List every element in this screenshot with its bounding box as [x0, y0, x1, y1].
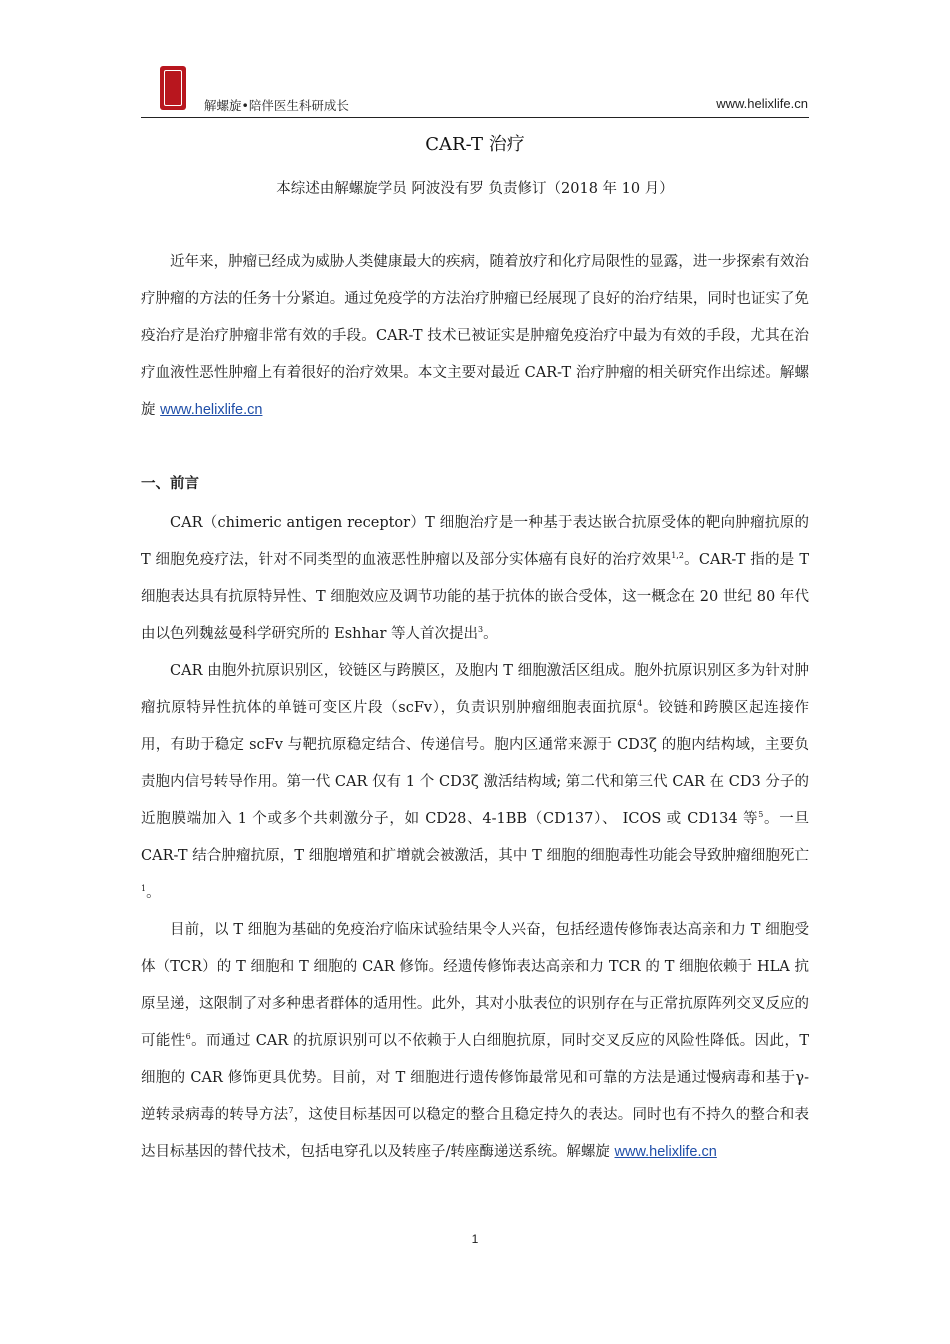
text-span: 。CAR-T 指的是 T 细胞表达具有抗原特异性、T 细胞效应及调节功能的基于抗体的嵌合受体，这一概念在 20 世纪 80 年代由以色列魏兹曼科学研究所的 Eshhar 等人首次提出	[141, 552, 809, 642]
section-heading-preface: 一、前言	[141, 476, 199, 492]
header-website[interactable]: www.helixlife.cn	[716, 96, 808, 111]
citation[interactable]: 7	[288, 1106, 294, 1116]
text-span: 目前，以 T 细胞为基础的免疫治疗临床试验结果令人兴奋，包括经遗传修饰表达高亲和力 T 细胞受体（TCR）的 T 细胞和 T 细胞的 CAR 修饰。经遗传修饰表达高亲和力 TCR 的 T 细胞依赖于 HLA 抗原呈递，这限制了对多种患者群体的适用性。此外，其对小肽表位的识别存在与正常抗原阵列交叉反应的可能性	[141, 922, 809, 1049]
text-span: 。而通过 CAR 的抗原识别可以不依赖于人白细胞抗原，同时交叉反应的风险性降低。因此，T 细胞的 CAR 修饰更具优势。目前，对 T 细胞进行遗传修饰最常见和可靠的方法是通过慢病毒和基于γ-逆转录病毒的转导方法	[141, 1033, 810, 1123]
page-number: 1	[471, 1232, 479, 1246]
citation[interactable]: 1	[141, 884, 147, 894]
header-slogan: 解螺旋•陪伴医生科研成长	[204, 98, 349, 113]
intro-paragraph	[141, 244, 809, 429]
citation[interactable]: 4	[637, 699, 643, 709]
preface-paragraph-3	[141, 912, 809, 1171]
text-span: ，这使目标基因可以稳定的整合且稳定持久的表达。同时也有不持久的整合和表达目标基因的替代技术，包括电穿孔以及转座子/转座酶递送系统。解螺旋	[141, 1107, 809, 1160]
citation[interactable]: 6	[185, 1032, 191, 1042]
page-title: CAR-T 治疗	[425, 134, 525, 155]
citation[interactable]: 1,2	[671, 551, 684, 561]
citation[interactable]: 5	[758, 810, 764, 820]
text-span: 。一旦 CAR-T 结合肿瘤抗原，T 细胞增殖和扩增就会被激活，其中 T 细胞的细胞毒性功能会导致肿瘤细胞死亡	[141, 811, 809, 864]
header-divider	[141, 117, 809, 118]
byline: 本综述由解螺旋学员 阿波没有罗 负责修订（2018 年 10 月）	[276, 181, 674, 197]
text-span: 。	[483, 626, 498, 642]
text-span: CAR 由胞外抗原识别区，铰链区与跨膜区，及胞内 T 细胞激活区组成。胞外抗原识别区多为针对肿瘤抗原特异性抗体的单链可变区片段（scFv），负责识别肿瘤细胞表面抗原	[141, 663, 809, 716]
citation[interactable]: 3	[478, 625, 484, 635]
preface-paragraph-2	[141, 653, 809, 912]
preface-paragraph-1	[141, 505, 809, 653]
text-span: 。	[146, 885, 161, 901]
document-body	[141, 244, 809, 1171]
intro-link[interactable]: www.helixlife.cn	[160, 402, 263, 418]
section-link[interactable]: www.helixlife.cn	[614, 1144, 717, 1160]
text-span: CAR（chimeric antigen receptor）T 细胞治疗是一种基于表达嵌合抗原受体的靶向肿瘤抗原的 T 细胞免疫疗法，针对不同类型的血液恶性肿瘤以及部分实体癌有良好的治疗效果	[141, 515, 809, 568]
text-span: 。铰链和跨膜区起连接作用，有助于稳定 scFv 与靶抗原稳定结合、传递信号。胞内区通常来源于 CD3ζ 的胞内结构域，主要负责胞内信号转导作用。第一代 CAR 仅有 1 个 CD3ζ 激活结构域; 第二代和第三代 CAR 在 CD3 分子的近胞膜端加入 1 个或多个共刺激分子，如 CD28、4-1BB（CD137）、 ICOS 或 CD134 等	[141, 700, 810, 827]
intro-text: 近年来，肿瘤已经成为威胁人类健康最大的疾病，随着放疗和化疗局限性的显露，进一步探索有效治疗肿瘤的方法的任务十分紧迫。通过免疫学的方法治疗肿瘤已经展现了良好的治疗结果，同时也证实了免疫治疗是治疗肿瘤非常有效的手段。CAR-T 技术已被证实是肿瘤免疫治疗中最为有效的手段，尤其在治疗血液性恶性肿瘤上有着很好的治疗效果。本文主要对最近 CAR-T 治疗肿瘤的相关研究作出综述。解螺旋	[141, 254, 809, 418]
red-seal-logo-icon	[160, 66, 186, 110]
